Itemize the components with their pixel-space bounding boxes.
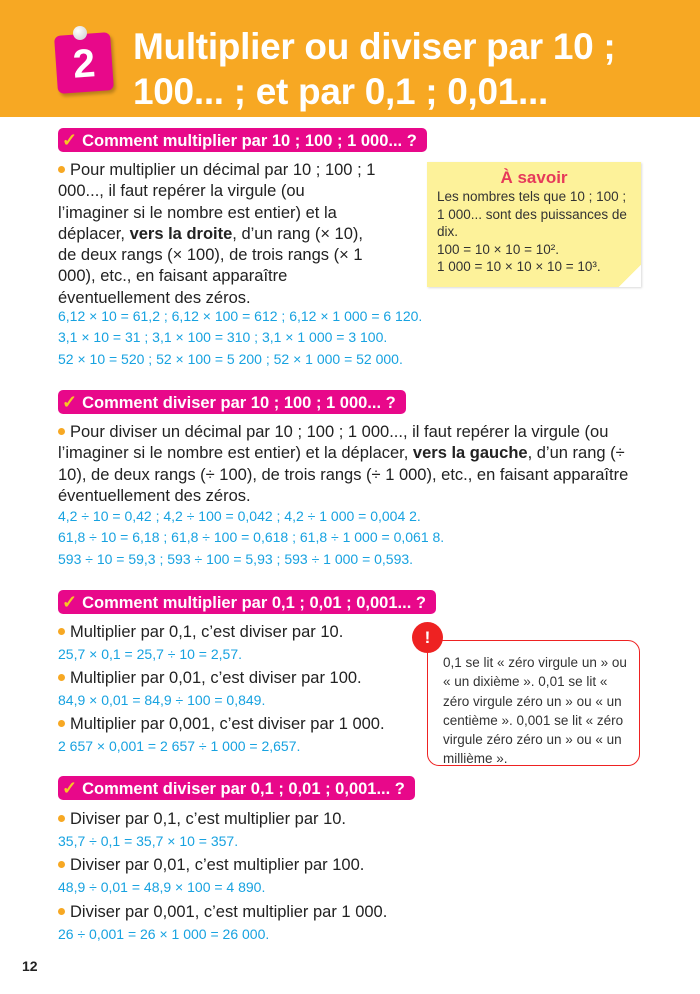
heading-text: Comment multiplier par 10 ; 100 ; 1 000... ? (82, 132, 417, 150)
rule-text: Multiplier par 0,1, c’est diviser par 10. (70, 623, 344, 641)
examples (58, 306, 422, 370)
bullet-icon (58, 674, 65, 681)
rule-text: Multiplier par 0,01, c’est diviser par 100. (70, 669, 362, 687)
rule-item (58, 809, 346, 830)
section-heading-divide-01 (58, 776, 415, 800)
checkmark-icon: ✓ (62, 778, 78, 798)
example-line: 61,8 ÷ 10 = 6,18 ; 61,8 ÷ 100 = 0,618 ; 61,8 ÷ 1 000 = 0,061 8. (58, 529, 445, 546)
title-line-1: Multiplier ou diviser par 10 ; (133, 26, 616, 67)
note-eq: 1 000 = 10 × 10 × 10 = 10³ (437, 259, 597, 274)
rule-item (58, 668, 362, 689)
warning-icon: ! (412, 622, 443, 653)
a-savoir-note (427, 162, 641, 287)
bullet-icon (58, 908, 65, 915)
example-line: 52 × 10 = 520 ; 52 × 100 = 5 200 ; 52 × 1 000 = 52 000. (58, 350, 403, 367)
bullet-icon (58, 815, 65, 822)
note-text: 1 000 = 10 × 10 × 10 = 10³. (437, 259, 601, 274)
example-line: 6,12 × 10 = 61,2 ; 6,12 × 100 = 612 ; 6,12 × 1 000 = 6 120. (58, 308, 423, 324)
example-line: 4,2 ÷ 10 = 0,42 ; 4,2 ÷ 100 = 0,042 ; 4,2 ÷ 1 000 = 0,004 2. (58, 508, 421, 524)
rule-item (58, 902, 387, 923)
checkmark-icon: ✓ (62, 392, 78, 412)
section-heading-divide-10 (58, 390, 406, 414)
page-curl-icon (619, 265, 641, 287)
examples (58, 506, 444, 570)
example-line: 26 ÷ 0,001 = 26 × 1 000 = 26 000. (58, 926, 270, 942)
rule-text: Pour diviser un décimal par 10 ; 100 ; 1 000..., il faut repérer la virgule (ou l’imaginer si le nombre est entier) et la déplacer, (58, 423, 609, 463)
note-text: Les nombres tels que 10 ; 100 ; 1 000... sont des puissances de dix. (437, 189, 627, 239)
example-line: 35,7 ÷ 0,1 = 35,7 × 10 = 357. (58, 833, 239, 849)
example-line: 3,1 × 10 = 31 ; 3,1 × 100 = 310 ; 3,1 × 1 000 = 3 100. (58, 329, 388, 346)
rule-paragraph (58, 160, 376, 309)
chapter-number-badge: 2 (54, 32, 114, 94)
checkmark-icon: ✓ (62, 592, 78, 612)
example-line: 48,9 ÷ 0,01 = 48,9 × 100 = 4 890. (58, 879, 266, 895)
bullet-icon (58, 628, 65, 635)
page-number: 12 (22, 958, 38, 974)
note-text: 100 = 10 × 10 = 10². (437, 241, 559, 257)
rule-text: Multiplier par 0,001, c’est diviser par 1 000. (70, 715, 385, 733)
bullet-icon (58, 428, 65, 435)
section-heading-multiply-10 (58, 128, 427, 152)
bullet-icon (58, 861, 65, 868)
heading-text: Comment diviser par 10 ; 100 ; 1 000... ? (82, 394, 396, 412)
rule-text: Diviser par 0,1, c’est multiplier par 10. (70, 810, 347, 828)
checkmark-icon: ✓ (62, 130, 78, 150)
page-title (133, 24, 615, 114)
example-line: 84,9 × 0,01 = 84,9 ÷ 100 = 0,849. (58, 692, 266, 708)
example-line: 25,7 × 0,1 = 25,7 ÷ 10 = 2,57. (58, 646, 242, 662)
example-line: 593 ÷ 10 = 59,3 ; 593 ÷ 100 = 5,93 ; 593 ÷ 1 000 = 0,593. (58, 550, 414, 567)
rule-paragraph (58, 422, 638, 507)
rule-text: , d’un rang (× 10), de deux rangs (× 100), de trois rangs (× 1 000), etc., en faisant apparaître éventuellement des zéros. (58, 224, 363, 307)
rule-bold: vers la gauche (412, 444, 528, 463)
note-title: À savoir (500, 168, 568, 187)
warning-text: 0,1 se lit « zéro virgule un » ou « un dixième ». 0,01 se lit « zéro virgule zéro un » ou « un centième ». 0,001 se lit « zéro virgule zéro zéro un » ou « un millième ». (443, 655, 627, 767)
example-line: 2 657 × 0,001 = 2 657 ÷ 1 000 = 2,657. (58, 738, 301, 754)
rule-item (58, 622, 343, 643)
rule-item (58, 714, 385, 735)
heading-text: Comment diviser par 0,1 ; 0,01 ; 0,001... ? (82, 780, 405, 798)
bullet-icon (58, 720, 65, 727)
section-heading-multiply-01 (58, 590, 436, 614)
note-eq: 100 = 10 × 10 = 10² (437, 241, 556, 257)
title-line-2: 100... ; et par 0,1 ; 0,01... (133, 71, 548, 112)
bullet-icon (58, 166, 65, 173)
pin-icon (73, 26, 87, 40)
rule-text: Diviser par 0,01, c’est multiplier par 100. (70, 856, 365, 874)
rule-item (58, 855, 364, 876)
heading-text: Comment multiplier par 0,1 ; 0,01 ; 0,001... ? (82, 594, 426, 612)
rule-bold: vers la droite (129, 224, 233, 243)
rule-text: , d’un rang (÷ 10), de deux rangs (÷ 100), de trois rangs (÷ 1 000), etc., en faisant apparaître éventuellement des zéros. (58, 444, 629, 505)
warning-box (427, 640, 640, 766)
rule-text: Pour multiplier un décimal par 10 ; 100 ; 1 000..., il faut repérer la virgule (ou l’imaginer si le nombre est entier) et la déplacer, (58, 161, 376, 243)
rule-text: Diviser par 0,001, c’est multiplier par 1 000. (70, 903, 388, 921)
